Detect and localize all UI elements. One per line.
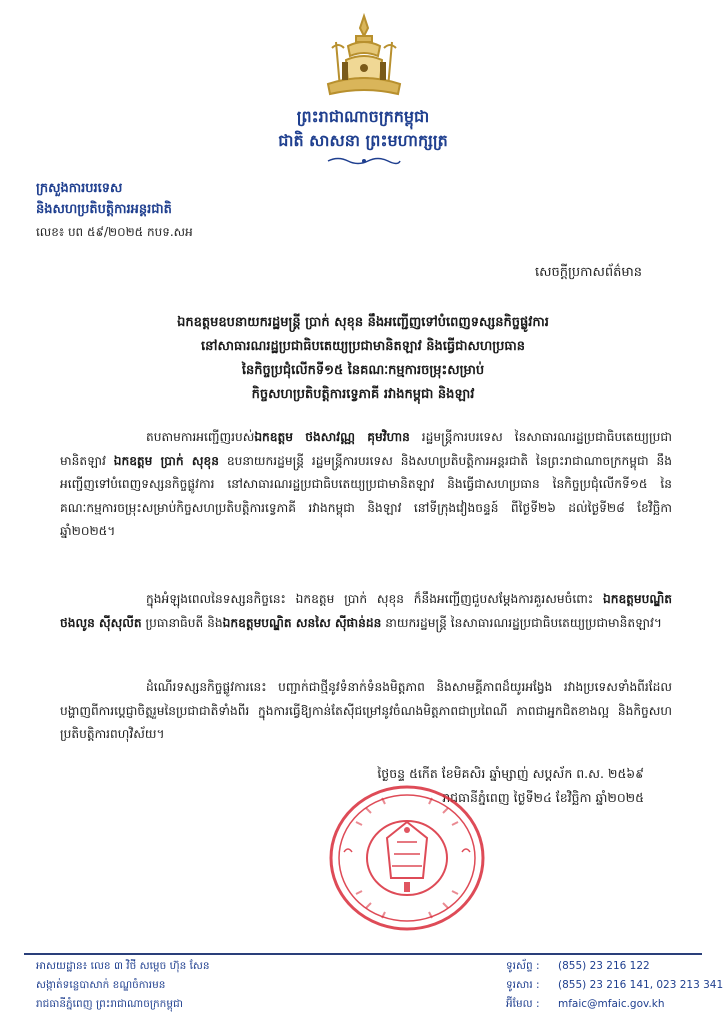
reference-number: លេខ៖ បព ៥៩/២០២៥ កបទ.សអ [36,225,193,239]
phone-value: (855) 23 216 122 [558,960,650,972]
royal-emblem-icon [318,12,410,100]
email-value: mfaic@mfaic.gov.kh [558,998,665,1010]
document-type: សេចក្ដីប្រកាសព័ត៌មាន [534,265,642,280]
ministry-name-line2: និងសហប្រតិបត្តិការអន្តរជាតិ [36,202,172,217]
p2-name-prime-minister: ឯកឧត្តមបណ្ឌិត សនសៃ ស៊ីផាន់ដន [222,615,382,630]
body-paragraph-3 [60,676,672,747]
fax-value: (855) 23 216 141, 023 213 341 [558,979,724,991]
p2-text-e: នាយករដ្ឋមន្ត្រី នៃសាធារណរដ្ឋប្រជាធិបតេយ្យប្រជាមានិតឡាវ។ [381,615,662,630]
footer-divider [24,953,702,955]
body-paragraph-2 [60,588,672,635]
title-line2: នៅសាធារណរដ្ឋប្រជាធិបតេយ្យប្រជាមានិតឡាវ និងធ្វើជាសហប្រធាន [200,339,526,354]
p3-text: ដំណើរទស្សនកិច្ចផ្លូវការនេះ បញ្ជាក់ជាថ្មីនូវទំនាក់ទំនងមិត្តភាព និងសាមគ្គីភាពដ៏យូរអង្វែង រវាងប្រទេសទាំងពីរដែលបង្ហាញពីការប្ដេជ្ញាចិត្តរួមនៃប្រជាជាតិទាំងពីរ ក្នុងការធ្វើឱ្យកាន់តែស៊ីជម្រៅនូវចំណងមិត្តភាពជាប្រពៃណី ភាពជាអ្នកជិតខាងល្អ និងកិច្ចសហប្រតិបត្តិការពហុវិស័យ។ [60,680,672,741]
footer-address-line1: អាសយដ្ឋាន៖ លេខ ៣ វិថី សម្ដេច ហ៊ុន សែន [36,960,210,972]
p2-text-a: ក្នុងអំឡុងពេលនៃទស្សនកិច្ចនេះ ឯកឧត្តម ប្រាក់ សុខុន ក៏នឹងអញ្ជើញជួបសម្ដែងការគួរសមចំពោះ [146,592,603,606]
p1-name-laos-minister: ឯកឧត្តម ថងសាវណ្ណ គុមវិហាន [254,430,410,444]
lunar-date: ថ្ងៃចន្ទ ៥កើត ខែមិគសិរ ឆ្នាំម្សាញ់ សប្តស័ក ព.ស. ២៥៦៩ [377,766,644,781]
kingdom-name: ព្រះរាជាណាចក្រកម្ពុជា [296,107,430,126]
footer-address-line3: រាជធានីភ្នំពេញ ព្រះរាជាណាចក្រកម្ពុជា [36,998,183,1010]
title-line1: ឯកឧត្តមឧបនាយករដ្ឋមន្ត្រី ប្រាក់ សុខុន នឹងអញ្ជើញទៅបំពេញទស្សនកិច្ចផ្លូវការ [177,315,549,330]
title-line4: កិច្ចសហប្រតិបត្តិការទ្វេភាគី រវាងកម្ពុជា និងឡាវ [251,387,475,402]
title-line3: នៃកិច្ចប្រជុំលើកទី១៥ នៃគណៈកម្មការចម្រុះសម្រាប់ [241,363,485,378]
p1-text-c: រដ្ឋមន្ត្រីការបរទេស នៃសាធារណរដ្ឋប្រជាធិបតេយ្យប្រជាមានិតឡាវ [60,430,672,468]
p1-text-e: ឧបនាយករដ្ឋមន្ត្រី រដ្ឋមន្ត្រីការបរទេស និងសហប្រតិបត្តិការអន្តរជាតិ នៃព្រះរាជាណាចក្រកម្ពុជា នឹងអញ្ជើញទៅបំពេញទស្សនកិច្ចផ្លូវការ នៅសាធារណរដ្ឋប្រជាធិបតេយ្យប្រជាមានិតឡាវ និងធ្វើជាសហប្រធាន នៃកិច្ចប្រជុំលើកទី១៥ នៃគណៈកម្មការចម្រុះសម្រាប់កិច្ចសហប្រតិបត្តិការទ្វេភាគី រវាងកម្ពុជា និងឡាវ នៅទីក្រុងវៀងចន្ទន៍ ពីថ្ងៃទី២៦ ដល់ថ្ងៃទី២៨ ខែវិច្ឆិកា ឆ្នាំ២០២៥។ [60,453,672,538]
place-and-date: រាជធានីភ្នំពេញ ថ្ងៃទី២៤ ខែវិច្ឆិកា ឆ្នាំ២០២៥ [442,790,644,805]
footer-address-line2: សង្កាត់ទន្លេបាសាក់ ខណ្ឌចំការមន [36,979,166,991]
ornament-divider-icon [326,156,402,166]
national-motto: ជាតិ សាសនា ព្រះមហាក្សត្រ [278,131,448,150]
p2-name-president: ឯកឧត្តមបណ្ឌិត ថងលូន ស៊ីសុលីត [60,592,672,630]
p1-name-cambodia-minister: ឯកឧត្តម ប្រាក់ សុខុន [113,453,219,468]
footer-phone [506,960,650,975]
email-label: អ៊ីមែល : [506,998,540,1010]
fax-label: ទូរសារ : [506,979,540,991]
p2-text-c: ប្រធានាធិបតី និង [141,615,223,630]
body-paragraph-1 [60,426,672,544]
phone-label: ទូរស័ព្ទ : [506,960,540,972]
ministry-name-line1: ក្រសួងការបរទេស [36,181,123,196]
p1-text-a: តបតាមការអញ្ជើញរបស់ [146,430,255,444]
footer-fax [506,979,723,994]
footer-email [506,998,665,1013]
ministry-seal-icon [326,782,488,934]
